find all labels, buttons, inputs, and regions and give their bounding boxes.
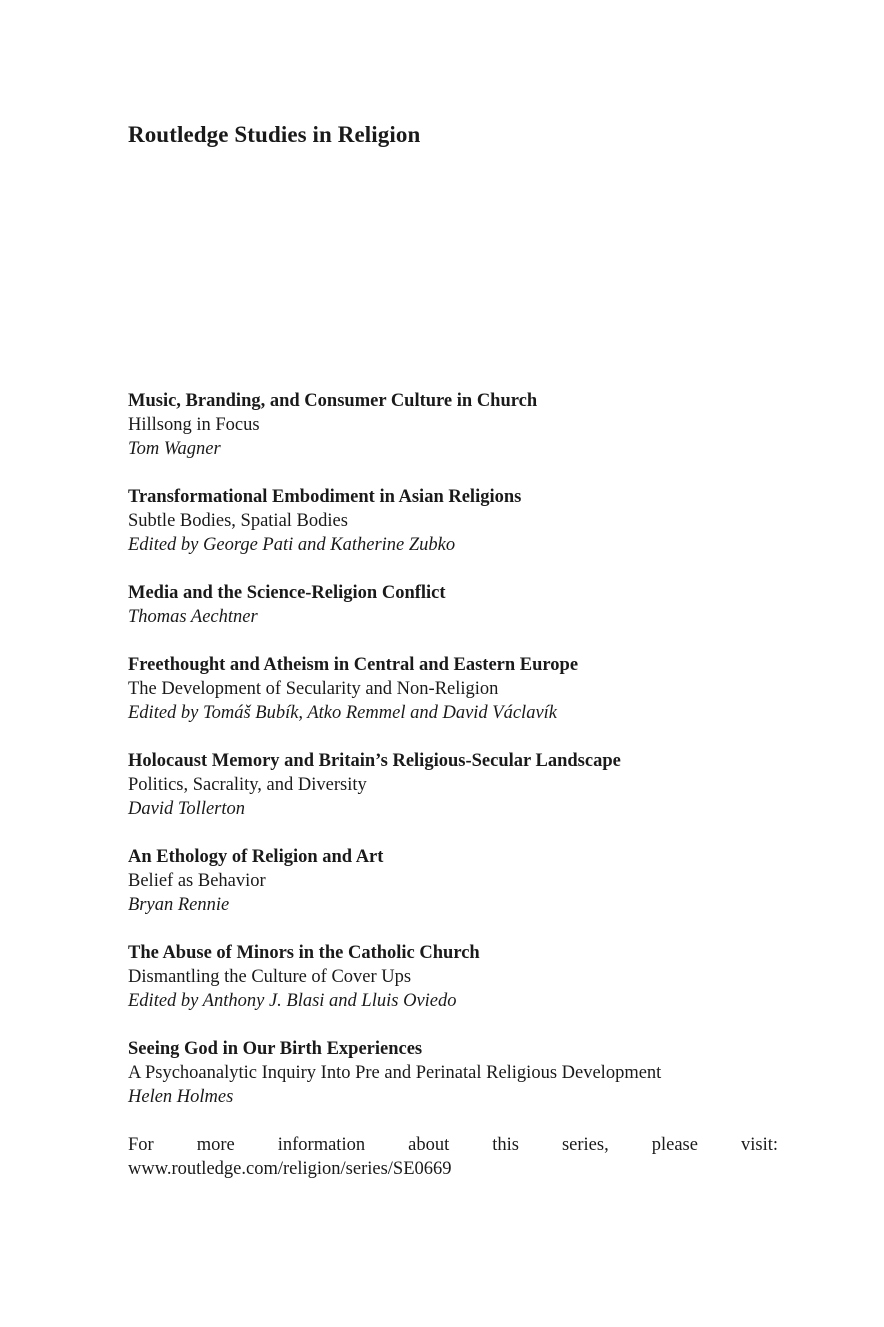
list-item bbox=[128, 1037, 788, 1109]
book-title: Seeing God in Our Birth Experiences bbox=[128, 1039, 423, 1059]
list-item bbox=[128, 941, 788, 1013]
list-item bbox=[128, 653, 788, 725]
book-title: Freethought and Atheism in Central and Eastern Europe bbox=[128, 655, 579, 675]
book-subtitle: A Psychoanalytic Inquiry Into Pre and Perinatal Religious Development bbox=[128, 1063, 662, 1083]
book-title: Holocaust Memory and Britain’s Religious-Secular Landscape bbox=[128, 751, 621, 771]
book-title: The Abuse of Minors in the Catholic Church bbox=[128, 943, 480, 963]
book-author: Thomas Aechtner bbox=[128, 607, 258, 627]
book-author: Helen Holmes bbox=[128, 1087, 234, 1107]
book-subtitle: Subtle Bodies, Spatial Bodies bbox=[128, 511, 348, 531]
book-subtitle: The Development of Secularity and Non-Religion bbox=[128, 679, 499, 699]
book-subtitle: Hillsong in Focus bbox=[128, 415, 260, 435]
book-title: Music, Branding, and Consumer Culture in Church bbox=[128, 391, 538, 411]
list-item bbox=[128, 389, 788, 461]
book-author: Tom Wagner bbox=[128, 439, 221, 459]
book-subtitle: Dismantling the Culture of Cover Ups bbox=[128, 967, 412, 987]
book-title: Media and the Science-Religion Conflict bbox=[128, 583, 446, 603]
book-subtitle: Belief as Behavior bbox=[128, 871, 266, 891]
book-list bbox=[128, 389, 788, 1133]
series-title: Routledge Studies in Religion bbox=[128, 122, 421, 147]
book-author: Edited by Tomáš Bubík, Atko Remmel and David Václavík bbox=[128, 703, 558, 723]
book-title: An Ethology of Religion and Art bbox=[128, 847, 384, 867]
list-item bbox=[128, 845, 788, 917]
list-item bbox=[128, 749, 788, 821]
book-title: Transformational Embodiment in Asian Religions bbox=[128, 487, 522, 507]
book-author: Edited by Anthony J. Blasi and Lluis Oviedo bbox=[128, 991, 457, 1011]
series-info-note: For more information about this series, please visit: www.routledge.com/religion/series/SE0669 bbox=[128, 1135, 778, 1179]
list-item bbox=[128, 581, 788, 629]
book-author: Bryan Rennie bbox=[128, 895, 230, 915]
book-subtitle: Politics, Sacrality, and Diversity bbox=[128, 775, 367, 795]
book-author: Edited by George Pati and Katherine Zubko bbox=[128, 535, 456, 555]
list-item bbox=[128, 485, 788, 557]
book-author: David Tollerton bbox=[128, 799, 246, 819]
